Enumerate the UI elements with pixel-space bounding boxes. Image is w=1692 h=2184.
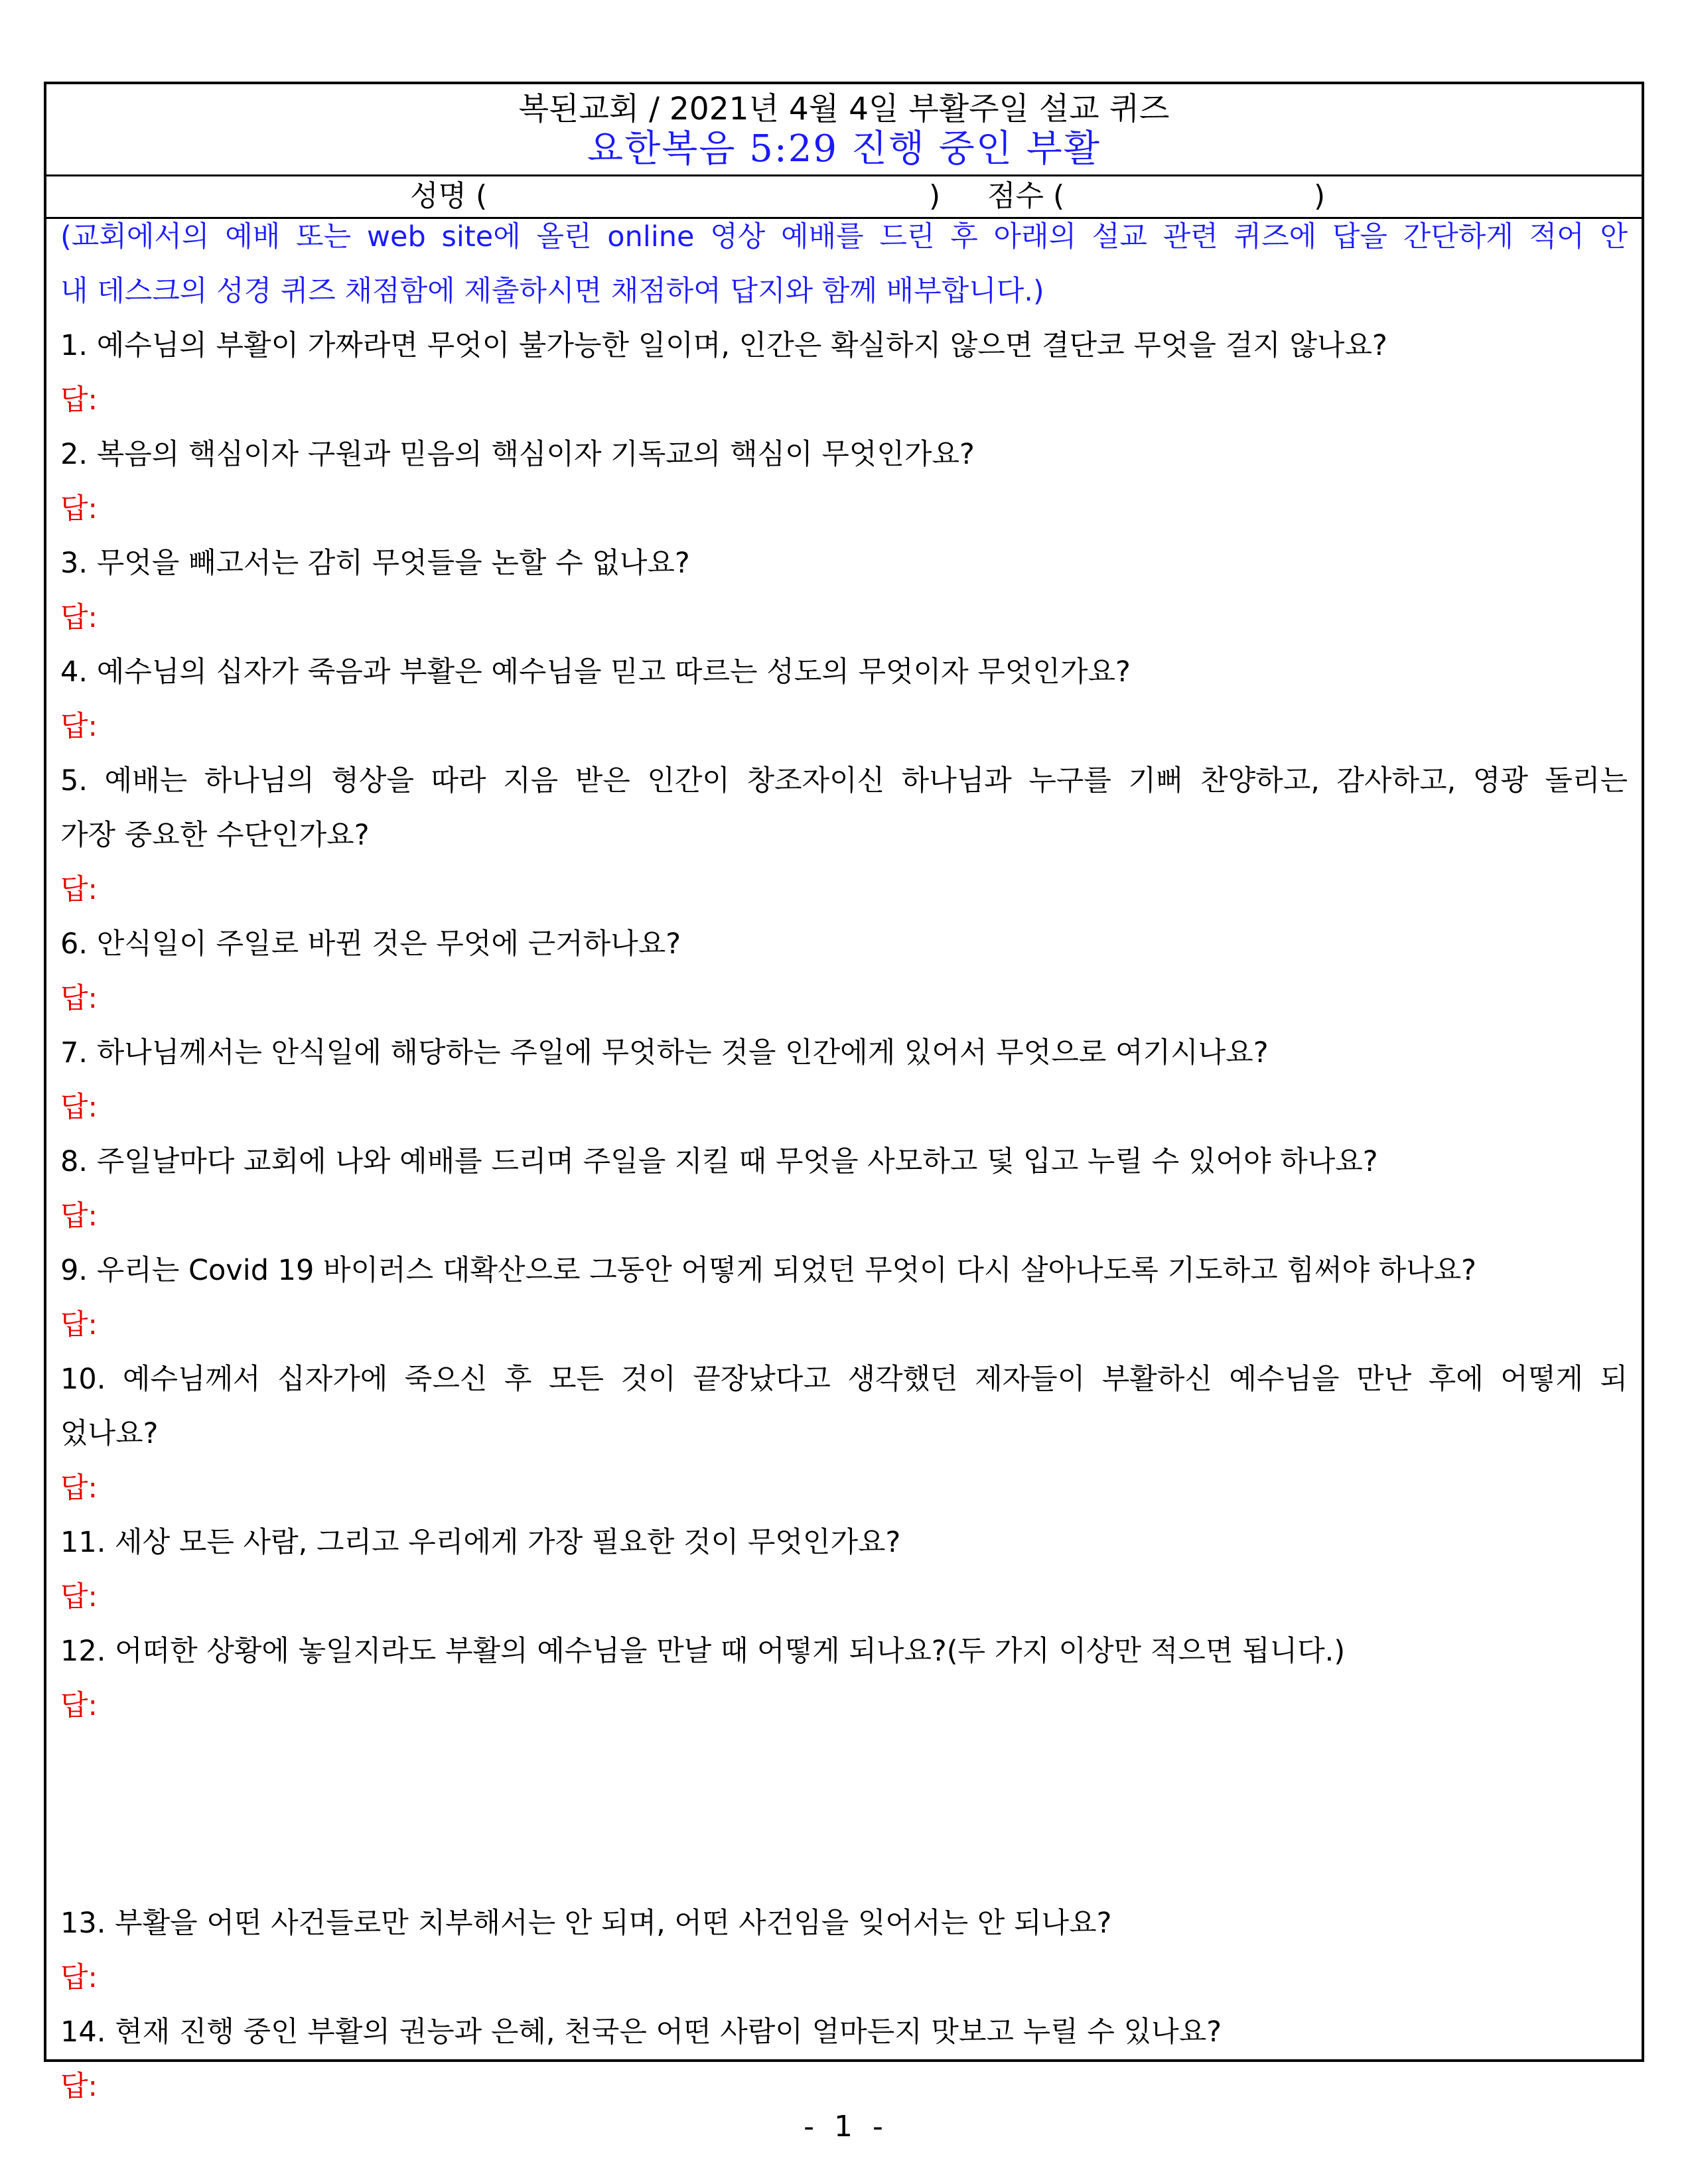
question-6: 6. 안식일이 주일로 바뀐 것은 무엇에 근거하나요? xyxy=(60,927,681,961)
score-close-paren: ) xyxy=(1314,179,1326,213)
quiz-sheet xyxy=(44,82,1644,2103)
question-8: 8. 주일날마다 교회에 나와 예배를 드리며 주일을 지킬 때 무엇을 사모하고 덫 입고 누릴 수 있어야 하나요? xyxy=(60,1145,1378,1178)
name-label: 성명 ( xyxy=(410,179,488,213)
question-12: 12. 어떠한 상황에 놓일지라도 부활의 예수님을 만날 때 어떻게 되나요?(두 가지 이상만 적으면 됩니다.) xyxy=(60,1635,1346,1668)
answer-label-11[interactable]: 답: xyxy=(60,1580,98,1613)
answer-label-6[interactable]: 답: xyxy=(60,982,98,1015)
answer-label-7[interactable]: 답: xyxy=(60,1091,98,1124)
answer-label-3[interactable]: 답: xyxy=(60,601,98,634)
question-10-line-2: 었나요? xyxy=(60,1417,159,1450)
answer-label-12[interactable]: 답: xyxy=(60,1689,98,1722)
answer-label-8[interactable]: 답: xyxy=(60,1199,98,1233)
score-label: 점수 ( xyxy=(987,179,1065,213)
question-2: 2. 복음의 핵심이자 구원과 믿음의 핵심이자 기독교의 핵심이 무엇인가요? xyxy=(60,438,975,471)
answer-label-13[interactable]: 답: xyxy=(60,1961,98,1994)
name-close-paren: ) xyxy=(929,179,941,213)
answer-label-2[interactable]: 답: xyxy=(60,492,98,525)
question-3: 3. 무엇을 빼고서는 감히 무엇들을 논할 수 없나요? xyxy=(60,547,690,580)
page-title: 복된교회 / 2021년 4월 4일 부활주일 설교 퀴즈 xyxy=(518,91,1170,127)
instructions-line-1: (교회에서의 예배 또는 web site에 올린 online 영상 예배를 드린 후 아래의 설교 관련 퀴즈에 답을 간단하게 적어 안 xyxy=(60,220,1628,253)
answer-label-5[interactable]: 답: xyxy=(60,873,98,906)
sermon-title: 요한복음 5:29 진행 중인 부활 xyxy=(587,127,1101,171)
question-13: 13. 부활을 어떤 사건들로만 치부해서는 안 되며, 어떤 사건임을 잊어서는 안 되나요? xyxy=(60,1907,1112,1940)
answer-label-4[interactable]: 답: xyxy=(60,710,98,743)
name-score-row xyxy=(46,174,1642,219)
instructions-line-2: 내 데스크의 성경 퀴즈 채점함에 제출하시면 채점하여 답지와 함께 배부합니다.) xyxy=(60,275,1044,308)
question-11: 11. 세상 모든 사람, 그리고 우리에게 가장 필요한 것이 무엇인가요? xyxy=(60,1526,901,1559)
question-5-line-2: 가장 중요한 수단인가요? xyxy=(60,819,370,852)
name-field[interactable] xyxy=(537,180,922,213)
question-5-line-1: 5. 예배는 하나님의 형상을 따라 지음 받은 인간이 창조자이신 하나님과 누구를 기뻐 찬양하고, 감사하고, 영광 돌리는 xyxy=(60,764,1628,797)
sheet-header xyxy=(46,84,1642,176)
answer-label-10[interactable]: 답: xyxy=(60,1471,98,1505)
question-7: 7. 하나님께서는 안식일에 해당하는 주일에 무엇하는 것을 인간에게 있어서 무엇으로 여기시나요? xyxy=(60,1036,1269,1069)
question-14: 14. 현재 진행 중인 부활의 권능과 은혜, 천국은 어떤 사람이 얼마든지 맛보고 누릴 수 있나요? xyxy=(60,2015,1222,2049)
question-1: 1. 예수님의 부활이 가짜라면 무엇이 불가능한 일이며, 인간은 확실하지 않으면 결단코 무엇을 걸지 않나요? xyxy=(60,329,1387,362)
answer-label-1[interactable]: 답: xyxy=(60,383,98,417)
question-9: 9. 우리는 Covid 19 바이러스 대확산으로 그동안 어떻게 되었던 무엇이 다시 살아나도록 기도하고 힘써야 하나요? xyxy=(60,1254,1477,1287)
answer-label-14[interactable]: 답: xyxy=(60,2070,98,2103)
page-number: - 1 - xyxy=(804,2110,888,2144)
question-10-line-1: 10. 예수님께서 십자가에 죽으신 후 모든 것이 끝장났다고 생각했던 제자들이 부활하신 예수님을 만난 후에 어떻게 되 xyxy=(60,1363,1628,1396)
answer-label-9[interactable]: 답: xyxy=(60,1308,98,1341)
question-4: 4. 예수님의 십자가 죽음과 부활은 예수님을 믿고 따르는 성도의 무엇이자 무엇인가요? xyxy=(60,655,1131,689)
score-field[interactable] xyxy=(1082,180,1307,213)
